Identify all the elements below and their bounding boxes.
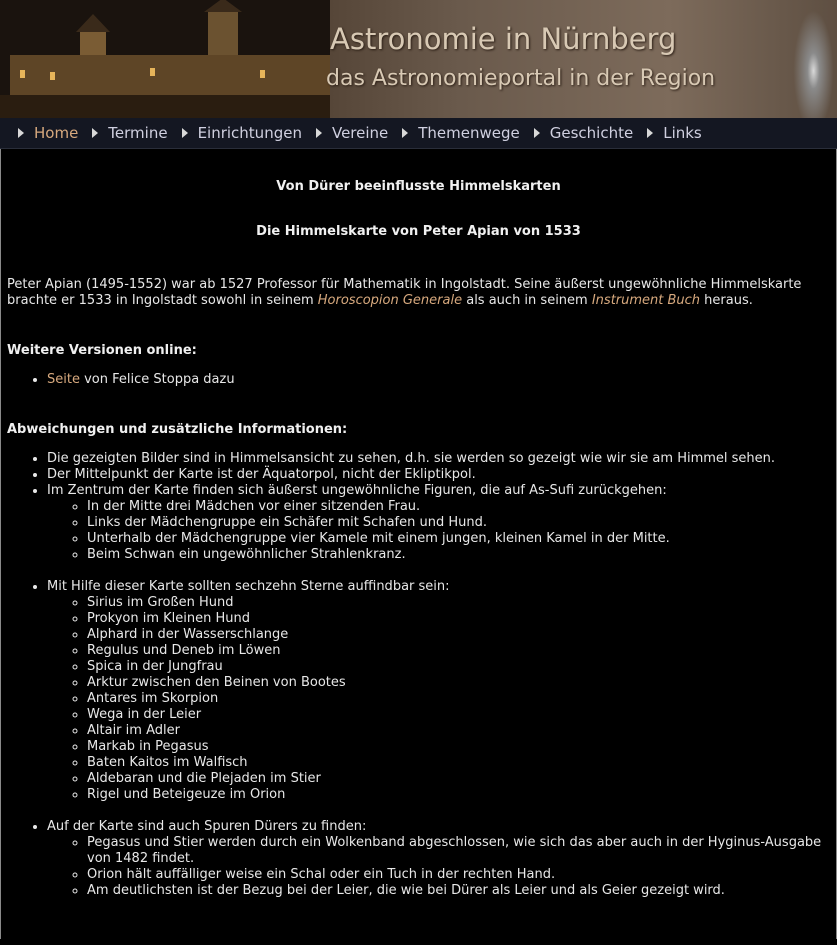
list-item: ◦ Baten Kaitos im Walfisch	[87, 755, 830, 771]
nav-arrow-icon	[316, 128, 322, 138]
list-item	[47, 819, 830, 899]
abweichungen-list	[7, 437, 830, 899]
nav-label[interactable]: Links	[663, 124, 702, 142]
zentrum-list	[47, 499, 830, 563]
site-banner	[0, 0, 837, 118]
list-item: ◦ Regulus und Deneb im Löwen	[87, 643, 830, 659]
versions-heading: Weitere Versionen online:	[7, 343, 197, 358]
nav-item-vereine[interactable]	[316, 124, 388, 142]
instrument-buch-link[interactable]: Instrument Buch	[591, 293, 701, 308]
nav-arrow-icon	[92, 128, 98, 138]
list-item: • Die gezeigten Bilder sind in Himmelsansicht zu sehen, d.h. sie werden so gezeigt wie wir sie am Himmel sehen.	[47, 451, 830, 467]
nav-arrow-icon	[18, 128, 24, 138]
list-item: ◦ Arktur zwischen den Beinen von Bootes	[87, 675, 830, 691]
list-item: ◦ In der Mitte drei Mädchen vor einer sitzenden Frau.	[87, 499, 830, 515]
intro-text: als auch in seinem	[462, 293, 592, 308]
list-item-text: Auf der Karte sind auch Spuren Dürers zu finden:	[47, 819, 367, 834]
list-item: ◦ Altair im Adler	[87, 723, 830, 739]
list-item	[47, 579, 830, 803]
list-item: ◦ Wega in der Leier	[87, 707, 830, 723]
nav-label[interactable]: Home	[34, 124, 79, 142]
main-navigation	[0, 118, 837, 149]
list-item: ◦ Aldebaran und die Plejaden im Stier	[87, 771, 830, 787]
list-item: ◦ Links der Mädchengruppe ein Schäfer mit Schafen und Hund.	[87, 515, 830, 531]
list-item: ◦ Antares im Skorpion	[87, 691, 830, 707]
list-spacer	[47, 563, 830, 579]
nav-item-home[interactable]	[18, 124, 78, 142]
list-item: ◦ Rigel und Beteigeuze im Orion	[87, 787, 830, 803]
site-subtitle: das Astronomieportal in der Region	[326, 66, 716, 91]
list-item: ◦ Am deutlichsten ist der Bezug bei der Leier, die wie bei Dürer als Leier und als Geier gezeigt wird.	[87, 883, 830, 899]
nav-arrow-icon	[402, 128, 408, 138]
main-content	[0, 149, 837, 939]
list-item: ◦ Markab in Pegasus	[87, 739, 830, 755]
horoscopion-link[interactable]: Horoscopion Generale	[317, 293, 463, 308]
castle-night-photo	[0, 0, 330, 118]
intro-paragraph	[7, 239, 830, 309]
nav-item-einrichtungen[interactable]	[182, 124, 302, 142]
nav-label[interactable]: Vereine	[331, 124, 389, 142]
nav-label[interactable]: Geschichte	[549, 124, 634, 142]
list-item	[47, 483, 830, 563]
list-item: ◦ Spica in der Jungfrau	[87, 659, 830, 675]
nav-label[interactable]: Einrichtungen	[197, 124, 302, 142]
list-item: ◦ Orion hält auffälliger weise ein Schal oder ein Tuch in der rechten Hand.	[87, 867, 830, 883]
nav-item-geschichte[interactable]	[534, 124, 633, 142]
version-text: von Felice Stoppa dazu	[79, 372, 235, 387]
nav-arrow-icon	[534, 128, 540, 138]
list-item: ◦ Prokyon im Kleinen Hund	[87, 611, 830, 627]
spuren-list	[47, 835, 830, 899]
abweichungen-heading: Abweichungen und zusätzliche Informationen:	[7, 422, 348, 437]
nav-item-termine[interactable]	[92, 124, 167, 142]
list-item: ◦ Pegasus und Stier werden durch ein Wolkenband abgeschlossen, wie sich das aber auch in der Hyginus-Ausgabe von 1482 findet.	[87, 835, 830, 867]
nav-arrow-icon	[647, 128, 653, 138]
nav-label[interactable]: Termine	[108, 124, 168, 142]
list-item: ◦ Unterhalb der Mädchengruppe vier Kamele mit einem jungen, kleinen Kamel in der Mitte.	[87, 531, 830, 547]
intro-text: heraus.	[700, 293, 753, 308]
list-item: ◦ Sirius im Großen Hund	[87, 595, 830, 611]
section-title: Die Himmelskarte von Peter Apian von 1533	[256, 224, 581, 239]
list-item-text: Im Zentrum der Karte finden sich äußerst ungewöhnliche Figuren, die auf As-Sufi zurückgehen:	[47, 483, 667, 498]
list-item-text: Mit Hilfe dieser Karte sollten sechzehn Sterne auffindbar sein:	[47, 579, 450, 594]
list-item: • Der Mittelpunkt der Karte ist der Äquatorpol, nicht der Ekliptikpol.	[47, 467, 830, 483]
list-item: ◦ Alphard in der Wasserschlange	[87, 627, 830, 643]
intro-text: Peter Apian (1495-1552) war ab 1527 Professor für Mathematik in Ingolstadt. Seine äußerst ungewöhnliche Himmelskarte brachte er 1533 in Ingolstadt sowohl in seinem	[7, 277, 802, 308]
lens-flare-decoration	[790, 0, 837, 118]
nav-item-themenwege[interactable]	[402, 124, 520, 142]
nav-item-links[interactable]	[647, 124, 702, 142]
list-spacer	[47, 803, 830, 819]
versions-list	[7, 358, 830, 388]
sterne-list	[47, 595, 830, 803]
seite-link[interactable]: Seite	[47, 372, 80, 387]
list-item: ◦ Beim Schwan ein ungewöhnlicher Strahlenkranz.	[87, 547, 830, 563]
nav-label[interactable]: Themenwege	[418, 124, 520, 142]
list-item	[47, 372, 830, 388]
site-title: Astronomie in Nürnberg	[330, 22, 677, 56]
nav-arrow-icon	[182, 128, 188, 138]
page-title: Von Dürer beeinflusste Himmelskarten	[276, 179, 561, 194]
